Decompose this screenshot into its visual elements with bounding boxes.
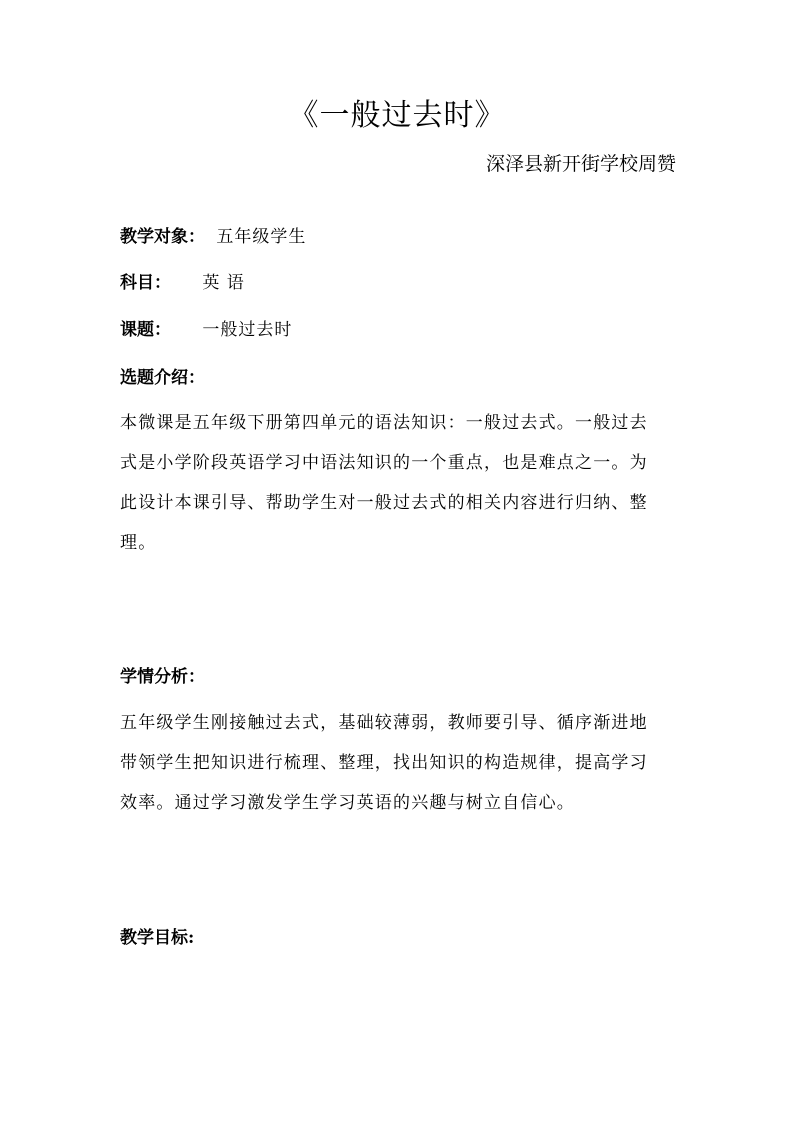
field-audience xyxy=(120,223,306,251)
intro-line: 理。 xyxy=(120,533,157,553)
author-line: 深泽县新开街学校周赞 xyxy=(485,153,676,175)
intro-line: 此设计本课引导、帮助学生对一般过去式的相关内容进行归纳、整 xyxy=(120,493,648,513)
field-audience-value: 五年级学生 xyxy=(216,227,307,247)
intro-line: 本微课是五年级下册第四单元的语法知识：一般过去式。一般过去 xyxy=(120,413,648,433)
analysis-line: 效率。通过学习激发学生学习英语的兴趣与树立自信心。 xyxy=(120,793,575,813)
analysis-line: 五年级学生刚接触过去式，基础较薄弱，教师要引导、循序渐进地 xyxy=(120,713,648,733)
section-goals-heading: 教学目标: xyxy=(120,928,195,948)
section-analysis-heading: 学情分析： xyxy=(120,667,205,687)
section-intro-heading: 选题介绍： xyxy=(120,368,205,388)
field-subject xyxy=(120,269,245,297)
analysis-line: 带领学生把知识进行梳理、整理，找出知识的构造规律，提高学习 xyxy=(120,753,648,773)
field-subject-label: 科目： xyxy=(120,273,171,293)
field-topic-label: 课题： xyxy=(120,320,171,340)
field-topic xyxy=(120,316,292,344)
intro-line: 式是小学阶段英语学习中语法知识的一个重点，也是难点之一。为 xyxy=(120,453,648,473)
field-subject-value: 英 语 xyxy=(202,273,245,293)
section-intro-body xyxy=(120,403,680,563)
document-title: 《一般过去时》 xyxy=(288,98,506,133)
field-topic-value: 一般过去时 xyxy=(202,320,293,340)
section-analysis-body xyxy=(120,703,680,823)
field-audience-label: 教学对象： xyxy=(120,227,205,247)
